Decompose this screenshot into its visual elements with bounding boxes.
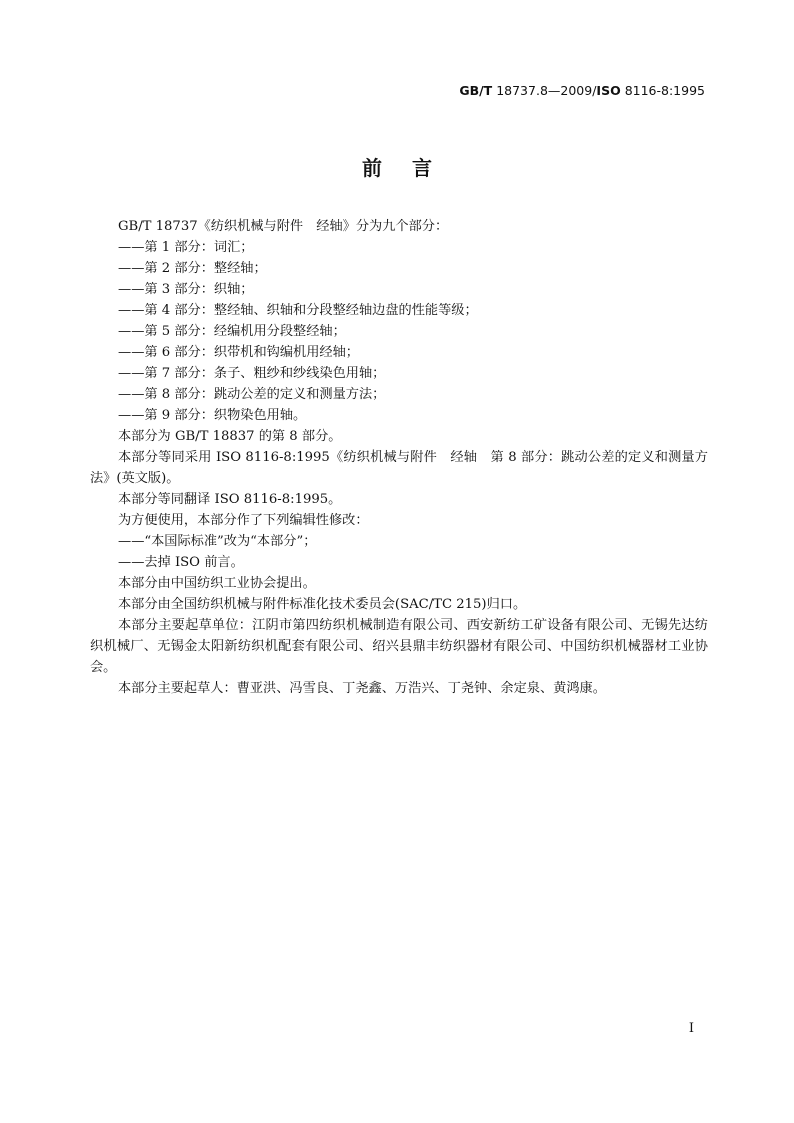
standard-main: 18737.8—2009/ — [496, 83, 597, 98]
standard-iso: ISO — [596, 83, 621, 98]
standard-iso-no: 8116-8:1995 — [624, 83, 705, 98]
list-item: ——第 8 部分：跳动公差的定义和测量方法； — [118, 387, 386, 402]
paragraph: 本部分由全国纺织机械与附件标准化技术委员会(SAC/TC 215)归口。 — [118, 597, 527, 612]
list-item: ——去掉 ISO 前言。 — [118, 555, 244, 570]
page-title — [0, 152, 794, 181]
page-number: I — [688, 1021, 694, 1036]
title-char-1: 前 — [362, 156, 382, 180]
paragraph: 本部分等同采用 ISO 8116-8:1995《纺织机械与附件 经轴 第 8 部分：跳动公差的定义和测量方法》(英文版)。 — [90, 450, 708, 486]
paragraph: 本部分主要起草单位：江阴市第四纺织机械制造有限公司、西安新纺工矿设备有限公司、无锡先达纺织机械厂、无锡金太阳新纺织机配套有限公司、绍兴县鼎丰纺织器材有限公司、中国纺织机械器材工业协会。 — [90, 618, 708, 675]
list-item: ——“本国际标准”改为“本部分”； — [118, 534, 317, 549]
foreword-body — [90, 216, 708, 699]
list-item: ——第 2 部分：整经轴； — [118, 261, 267, 276]
paragraph: GB/T 18737《纺织机械与附件 经轴》分为九个部分： — [118, 219, 449, 234]
paragraph: 本部分等同翻译 ISO 8116-8:1995。 — [118, 492, 342, 507]
list-item: ——第 9 部分：织物染色用轴。 — [118, 408, 307, 423]
list-item: ——第 7 部分：条子、粗纱和纱线染色用轴； — [118, 366, 386, 381]
list-item: ——第 1 部分：词汇； — [118, 240, 254, 255]
standard-number — [459, 83, 705, 98]
paragraph: 本部分主要起草人：曹亚洪、冯雪良、丁尧鑫、万浩兴、丁尧钟、余定泉、黄鸿康。 — [118, 681, 606, 696]
paragraph: 本部分由中国纺织工业协会提出。 — [118, 576, 316, 591]
paragraph: 为方便使用，本部分作了下列编辑性修改： — [118, 513, 369, 528]
paragraph: 本部分为 GB/T 18837 的第 8 部分。 — [118, 429, 342, 444]
list-item: ——第 6 部分：织带机和钩编机用经轴； — [118, 345, 359, 360]
list-item: ——第 4 部分：整经轴、织轴和分段整经轴边盘的性能等级； — [118, 303, 478, 318]
standard-prefix: GB/T — [459, 83, 493, 98]
title-char-2: 言 — [412, 156, 432, 180]
list-item: ——第 3 部分：织轴； — [118, 282, 254, 297]
list-item: ——第 5 部分：经编机用分段整经轴； — [118, 324, 346, 339]
